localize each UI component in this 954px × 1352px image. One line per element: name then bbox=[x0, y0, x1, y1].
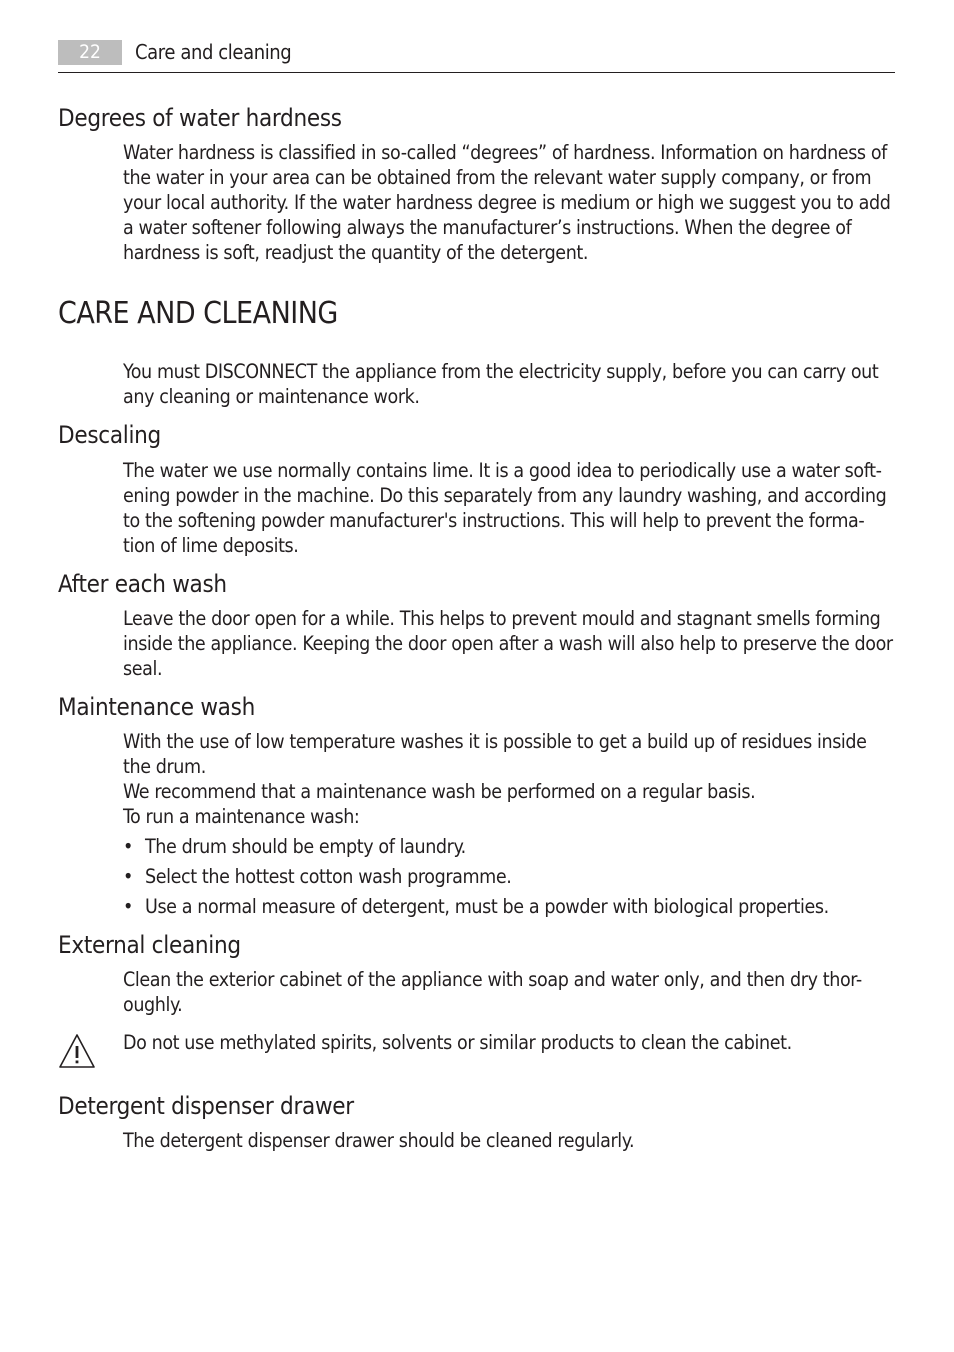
text-line: inside the appliance. Keeping the door open after a wash will also help to preserve the door bbox=[123, 632, 893, 655]
bullet-icon: • bbox=[123, 835, 133, 858]
text-line: Clean the exterior cabinet of the appliance with soap and water only, and then dry thor- bbox=[123, 968, 862, 991]
text-line: You must DISCONNECT the appliance from the electricity supply, before you can carry out bbox=[123, 360, 879, 383]
text-line: the water in your area can be obtained from the relevant water supply company, or from bbox=[123, 166, 872, 189]
text-line: tion of lime deposits. bbox=[123, 534, 299, 557]
text-line: a water softener following always the manufacturer’s instructions. When the degree of bbox=[123, 216, 852, 239]
text-line: ening powder in the machine. Do this separately from any laundry washing, and according bbox=[123, 484, 887, 507]
text-line: Do not use methylated spirits, solvents or similar products to clean the cabinet. bbox=[123, 1031, 792, 1054]
text-line: To run a maintenance wash: bbox=[123, 805, 360, 828]
text-line: any cleaning or maintenance work. bbox=[123, 385, 420, 408]
list-item-text: The drum should be empty of laundry. bbox=[145, 835, 466, 858]
list-item-text: Use a normal measure of detergent, must be a powder with biological properties. bbox=[145, 895, 829, 918]
text-line: to the softening powder manufacturer's instructions. This will help to prevent the forma- bbox=[123, 509, 865, 532]
text-line: The detergent dispenser drawer should be cleaned regularly. bbox=[123, 1129, 635, 1152]
list-item bbox=[123, 834, 466, 859]
list-item-text: Select the hottest cotton wash programme. bbox=[145, 865, 512, 888]
drawer-text bbox=[123, 1128, 898, 1153]
text-line: seal. bbox=[123, 657, 163, 680]
warning-triangle-icon bbox=[57, 1032, 97, 1070]
list-item bbox=[123, 894, 829, 919]
page-header bbox=[58, 40, 895, 73]
text-line: the drum. bbox=[123, 755, 206, 778]
text-line: hardness is soft, readjust the quantity of the detergent. bbox=[123, 241, 589, 264]
disconnect-notice bbox=[123, 359, 898, 409]
text-line: oughly. bbox=[123, 993, 183, 1016]
after-wash-text bbox=[123, 606, 898, 681]
page-number: 22 bbox=[58, 40, 122, 65]
bullet-icon: • bbox=[123, 865, 133, 888]
bullet-icon: • bbox=[123, 895, 133, 918]
external-cleaning-heading: External cleaning bbox=[58, 931, 241, 959]
page-title: CARE AND CLEANING bbox=[58, 296, 338, 331]
text-line: your local authority. If the water hardness degree is medium or high we suggest you to add bbox=[123, 191, 891, 214]
text-line: Leave the door open for a while. This helps to prevent mould and stagnant smells forming bbox=[123, 607, 881, 630]
maintenance-text bbox=[123, 729, 898, 829]
water-hardness-text bbox=[123, 140, 898, 265]
list-item bbox=[123, 864, 511, 889]
text-line: With the use of low temperature washes it is possible to get a build up of residues inside bbox=[123, 730, 867, 753]
text-line: We recommend that a maintenance wash be performed on a regular basis. bbox=[123, 780, 756, 803]
after-wash-heading: After each wash bbox=[58, 570, 227, 598]
water-hardness-heading: Degrees of water hardness bbox=[58, 104, 342, 132]
descaling-heading: Descaling bbox=[58, 421, 161, 449]
text-line: The water we use normally contains lime. It is a good idea to periodically use a water soft- bbox=[123, 459, 882, 482]
drawer-heading: Detergent dispenser drawer bbox=[58, 1092, 354, 1120]
maintenance-heading: Maintenance wash bbox=[58, 693, 255, 721]
text-line: Water hardness is classified in so-called “degrees” of hardness. Information on hardness of bbox=[123, 141, 887, 164]
descaling-text bbox=[123, 458, 898, 558]
running-title: Care and cleaning bbox=[135, 40, 292, 64]
external-cleaning-text bbox=[123, 967, 898, 1017]
warning-text bbox=[123, 1030, 898, 1055]
